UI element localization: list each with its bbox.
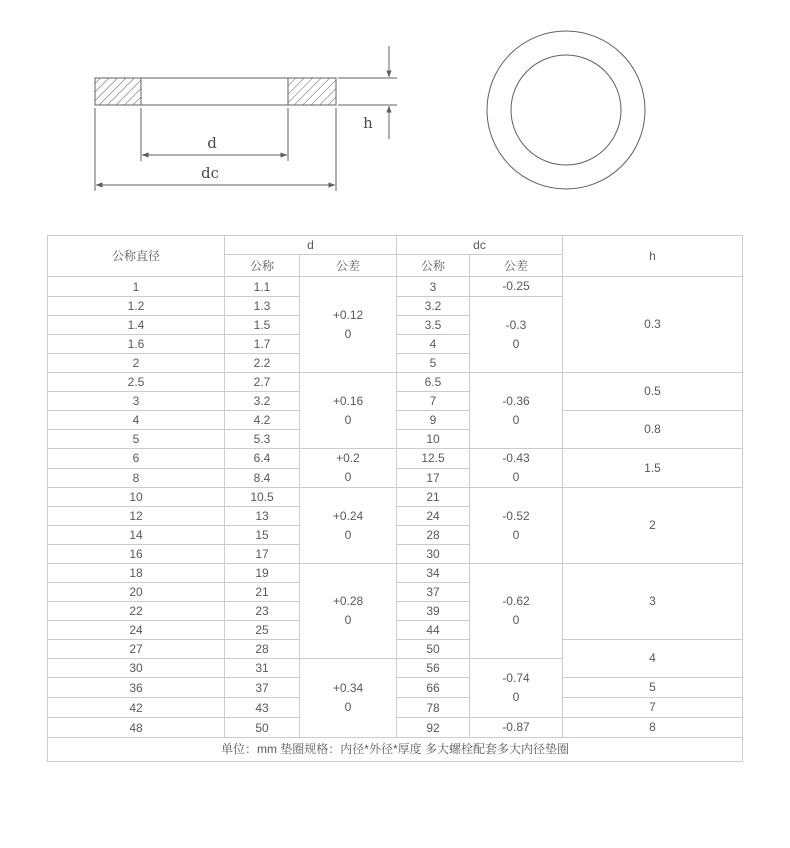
cell-dc-nominal: 50: [397, 640, 470, 659]
cell-nominal-diameter: 36: [48, 678, 225, 698]
col-header-d-nominal: 公称: [225, 255, 300, 277]
cell-h-line: 0.5: [644, 384, 661, 398]
cell-d-tolerance-line: +0.28: [332, 594, 364, 608]
table-row: [48, 277, 743, 297]
cell-d-nominal: 37: [225, 678, 300, 698]
cell-dc-tolerance-line: -0.3: [505, 317, 527, 332]
cell-nominal-diameter: 2.5: [48, 373, 225, 392]
cell-d-tolerance: [300, 488, 397, 564]
washer-inner-circle: [511, 55, 621, 165]
col-header-dc: dc: [397, 236, 563, 255]
cell-d-nominal: 4.2: [225, 411, 300, 430]
cell-d-nominal: 5.3: [225, 430, 300, 449]
table-footer-row: [48, 738, 743, 762]
cell-d-nominal: 2.2: [225, 354, 300, 373]
cell-nominal-diameter: 30: [48, 659, 225, 678]
cell-d-nominal: 25: [225, 621, 300, 640]
cell-dc-nominal: 3.2: [397, 297, 470, 316]
cell-d-nominal: 15: [225, 526, 300, 545]
cell-d-nominal: 1.1: [225, 277, 300, 297]
cell-d-nominal: 19: [225, 564, 300, 583]
cell-d-tolerance-line: 0: [344, 527, 352, 542]
cell-nominal-diameter: 22: [48, 602, 225, 621]
cell-nominal-diameter: 1.6: [48, 335, 225, 354]
cell-dc-nominal: 21: [397, 488, 470, 507]
cell-d-tolerance-line: +0.12: [332, 307, 364, 322]
cell-dc-nominal: 3: [397, 277, 470, 297]
cell-h: [563, 277, 743, 373]
cell-d-nominal: 13: [225, 507, 300, 526]
col-header-h: h: [563, 236, 743, 277]
cell-dc-tolerance-line: -0.62: [502, 594, 530, 608]
cell-h-line: 2: [649, 518, 656, 532]
technical-drawing: [0, 0, 790, 232]
cell-d-nominal: 43: [225, 698, 300, 718]
cell-dc-nominal: 44: [397, 621, 470, 640]
cell-d-tolerance-line: 0: [344, 412, 352, 427]
cell-h-line: 4: [649, 651, 656, 665]
cell-h-line: 3: [649, 594, 656, 608]
cell-d-nominal: 31: [225, 659, 300, 678]
dimension-h-label: h: [363, 114, 373, 132]
cell-d-nominal: 28: [225, 640, 300, 659]
col-header-nominal-diameter: 公称直径: [48, 236, 225, 277]
cell-h-line: 8: [649, 720, 656, 734]
cell-dc-tolerance: [470, 277, 563, 297]
cell-d-tolerance: [300, 373, 397, 449]
table-row: [48, 449, 743, 469]
cell-nominal-diameter: 3: [48, 392, 225, 411]
cell-dc-nominal: 92: [397, 718, 470, 738]
cell-h-line: 5: [649, 680, 656, 694]
cell-d-tolerance: [300, 277, 397, 373]
cell-dc-nominal: 4: [397, 335, 470, 354]
cell-dc-tolerance: [470, 718, 563, 738]
cell-d-nominal: 6.4: [225, 449, 300, 469]
cell-d-nominal: 23: [225, 602, 300, 621]
cell-nominal-diameter: 12: [48, 507, 225, 526]
cell-dc-nominal: 3.5: [397, 316, 470, 335]
cell-nominal-diameter: 24: [48, 621, 225, 640]
cell-dc-nominal: 78: [397, 698, 470, 718]
cell-dc-nominal: 10: [397, 430, 470, 449]
table-row: [48, 488, 743, 507]
table-footnote: 单位：mm 垫圈规格：内径*外径*厚度 多大螺栓配套多大内径垫圈: [48, 738, 743, 762]
header-row-1: [48, 236, 743, 255]
cell-nominal-diameter: 4: [48, 411, 225, 430]
washer-section-hatch-left: [95, 78, 141, 105]
cell-d-nominal: 1.7: [225, 335, 300, 354]
cell-dc-tolerance: [470, 564, 563, 659]
cell-nominal-diameter: 48: [48, 718, 225, 738]
cell-h: [563, 449, 743, 488]
cell-d-nominal: 50: [225, 718, 300, 738]
dimension-d: [141, 108, 288, 161]
cell-h: [563, 678, 743, 698]
col-header-d: d: [225, 236, 397, 255]
dimension-dc-label: dc: [200, 164, 220, 182]
spec-table-body: [48, 277, 743, 738]
cell-d-tolerance-line: +0.34: [332, 681, 364, 695]
cell-dc-nominal: 24: [397, 507, 470, 526]
cell-nominal-diameter: 2: [48, 354, 225, 373]
cell-dc-nominal: 66: [397, 678, 470, 698]
cell-nominal-diameter: 20: [48, 583, 225, 602]
cell-d-tolerance-line: 0: [344, 700, 352, 714]
cell-dc-nominal: 7: [397, 392, 470, 411]
cell-dc-tolerance-line: 0: [512, 336, 520, 351]
cell-d-tolerance-line: 0: [344, 470, 352, 484]
cell-dc-tolerance: [470, 488, 563, 564]
cell-nominal-diameter: 16: [48, 545, 225, 564]
cell-dc-tolerance-line: -0.87: [502, 720, 530, 734]
cell-dc-nominal: 30: [397, 545, 470, 564]
col-header-dc-nominal: 公称: [397, 255, 470, 277]
cell-nominal-diameter: 5: [48, 430, 225, 449]
cell-nominal-diameter: 18: [48, 564, 225, 583]
cell-d-nominal: 8.4: [225, 468, 300, 488]
cell-dc-tolerance-line: 0: [512, 527, 520, 542]
cell-d-tolerance-line: +0.2: [336, 451, 360, 465]
cell-dc-nominal: 37: [397, 583, 470, 602]
cell-h: [563, 698, 743, 718]
washer-cross-section: [95, 78, 336, 105]
cell-d-tolerance-line: +0.16: [332, 393, 364, 408]
cell-dc-nominal: 34: [397, 564, 470, 583]
cell-d-tolerance: [300, 449, 397, 488]
cell-h: [563, 488, 743, 564]
cell-dc-nominal: 17: [397, 468, 470, 488]
cell-d-nominal: 21: [225, 583, 300, 602]
spec-table-header: [48, 236, 743, 277]
cell-dc-nominal: 6.5: [397, 373, 470, 392]
cell-d-nominal: 3.2: [225, 392, 300, 411]
cell-dc-tolerance-line: 0: [512, 690, 520, 704]
cell-nominal-diameter: 14: [48, 526, 225, 545]
cell-dc-nominal: 5: [397, 354, 470, 373]
cell-dc-nominal: 9: [397, 411, 470, 430]
cell-nominal-diameter: 10: [48, 488, 225, 507]
cell-dc-tolerance: [470, 449, 563, 488]
cell-h: [563, 411, 743, 449]
spec-table: [47, 235, 743, 762]
washer-front-view: [487, 31, 645, 189]
cell-dc-nominal: 12.5: [397, 449, 470, 469]
cell-d-tolerance-line: 0: [344, 613, 352, 627]
col-header-d-tolerance: 公差: [300, 255, 397, 277]
cell-d-tolerance: [300, 564, 397, 659]
washer-section-hatch-right: [288, 78, 336, 105]
cell-dc-tolerance: [470, 659, 563, 718]
cell-dc-tolerance: [470, 297, 563, 373]
cell-dc-tolerance-line: -0.43: [502, 451, 530, 465]
cell-h: [563, 718, 743, 738]
cell-h-line: 1.5: [644, 460, 661, 475]
cell-nominal-diameter: 1.2: [48, 297, 225, 316]
col-header-dc-tolerance: 公差: [470, 255, 563, 277]
cell-h-line: 0.8: [644, 422, 661, 436]
cell-dc-nominal: 56: [397, 659, 470, 678]
cell-h-line: 0.3: [644, 317, 661, 331]
cell-d-tolerance-line: +0.24: [332, 508, 364, 523]
cell-d-tolerance-line: 0: [344, 326, 352, 341]
cell-dc-tolerance-line: -0.36: [502, 393, 530, 408]
cell-h: [563, 373, 743, 411]
cell-d-nominal: 2.7: [225, 373, 300, 392]
cell-dc-tolerance-line: 0: [512, 613, 520, 627]
cell-d-nominal: 1.3: [225, 297, 300, 316]
table-row: [48, 564, 743, 583]
table-row: [48, 373, 743, 392]
cell-h: [563, 640, 743, 678]
cell-dc-nominal: 28: [397, 526, 470, 545]
cell-d-nominal: 10.5: [225, 488, 300, 507]
dimension-d-label: d: [207, 134, 217, 152]
cell-d-tolerance: [300, 659, 397, 738]
cell-dc-tolerance-line: -0.74: [502, 671, 530, 685]
dimension-h: [338, 46, 397, 139]
cell-dc-tolerance-line: -0.52: [502, 508, 530, 523]
cell-nominal-diameter: 1.4: [48, 316, 225, 335]
cell-nominal-diameter: 27: [48, 640, 225, 659]
cell-nominal-diameter: 1: [48, 277, 225, 297]
cell-h: [563, 564, 743, 640]
spec-table-container: [47, 235, 790, 762]
cell-nominal-diameter: 6: [48, 449, 225, 469]
cell-nominal-diameter: 42: [48, 698, 225, 718]
spec-table-footer: [48, 738, 743, 762]
cell-dc-tolerance: [470, 373, 563, 449]
cell-dc-nominal: 39: [397, 602, 470, 621]
cell-d-nominal: 17: [225, 545, 300, 564]
cell-dc-tolerance-line: 0: [512, 412, 520, 427]
cell-d-nominal: 1.5: [225, 316, 300, 335]
cell-nominal-diameter: 8: [48, 468, 225, 488]
cell-h-line: 7: [649, 700, 656, 714]
cell-dc-tolerance-line: -0.25: [502, 279, 530, 293]
cell-dc-tolerance-line: 0: [512, 470, 520, 484]
